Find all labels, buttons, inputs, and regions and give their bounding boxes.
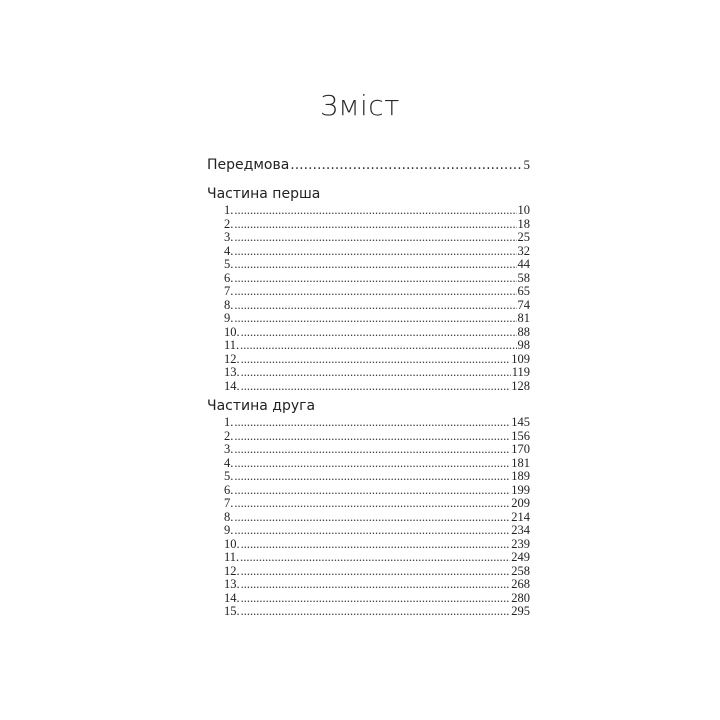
chapter-number: 5. (224, 258, 234, 271)
chapter-number: 2. (224, 217, 234, 231)
dot-leader (234, 484, 510, 498)
toc-chapter-entry[interactable] (207, 484, 530, 498)
toc-page-number: 268 (511, 578, 530, 591)
chapter-number: 12. (224, 564, 240, 578)
toc-chapter-entry[interactable] (207, 204, 530, 218)
dot-leader (234, 430, 510, 444)
toc-chapter-entry[interactable] (207, 416, 530, 430)
table-of-contents (207, 155, 530, 619)
toc-chapter-entry[interactable] (207, 285, 530, 299)
toc-page-number: 58 (517, 271, 530, 285)
toc-page-number: 295 (511, 605, 530, 618)
toc-page-number: 181 (511, 456, 530, 470)
chapter-number: 7. (224, 285, 234, 298)
dot-leader (234, 416, 510, 430)
toc-page-number: 109 (511, 352, 530, 366)
toc-page-number: 10 (517, 204, 530, 217)
chapter-number: 1. (224, 416, 234, 429)
dot-leader (234, 258, 516, 272)
toc-page-number: 170 (511, 443, 530, 456)
toc-page-number: 81 (517, 312, 530, 325)
dot-leader (241, 538, 511, 552)
toc-chapter-entry[interactable] (207, 470, 530, 484)
chapter-number: 6. (224, 483, 234, 497)
chapter-number: 3. (224, 443, 234, 456)
toc-page-number: 249 (511, 551, 530, 564)
toc-chapter-entry[interactable] (207, 511, 530, 525)
toc-page-number: 214 (511, 510, 530, 524)
dot-leader (234, 272, 516, 286)
toc-chapter-entry[interactable] (207, 366, 530, 380)
chapter-number: 4. (224, 244, 234, 258)
chapter-number: 2. (224, 429, 234, 443)
dot-leader (234, 218, 516, 232)
toc-chapter-entry[interactable] (207, 443, 530, 457)
toc-chapter-entry[interactable] (207, 231, 530, 245)
chapter-number: 12. (224, 352, 240, 366)
chapter-number: 9. (224, 524, 234, 537)
toc-chapter-entry[interactable] (207, 299, 530, 313)
chapter-number: 15. (224, 605, 240, 618)
dot-leader (241, 366, 511, 380)
dot-leader (241, 353, 511, 367)
toc-chapter-entry[interactable] (207, 272, 530, 286)
dot-leader (234, 204, 516, 218)
toc-chapter-entry[interactable] (207, 258, 530, 272)
toc-page-number: 98 (517, 339, 530, 352)
chapter-number: 3. (224, 231, 234, 244)
toc-chapter-entry[interactable] (207, 430, 530, 444)
dot-leader (234, 231, 516, 245)
dot-leader (234, 511, 510, 525)
toc-chapter-entry[interactable] (207, 312, 530, 326)
toc-page-number: 156 (511, 429, 530, 443)
toc-chapter-entry[interactable] (207, 245, 530, 259)
dot-leader (234, 299, 516, 313)
chapter-number: 10. (224, 325, 240, 339)
toc-page-number: 234 (511, 524, 530, 537)
toc-page-number: 44 (517, 258, 530, 271)
dot-leader (240, 339, 516, 353)
chapter-number: 13. (224, 366, 240, 379)
dot-leader (241, 592, 511, 606)
page-title: Зміст (320, 89, 400, 122)
toc-page-number: 32 (517, 244, 530, 258)
dot-leader (241, 578, 511, 592)
toc-page-number: 65 (517, 285, 530, 298)
chapter-number: 14. (224, 379, 240, 393)
dot-leader (234, 443, 510, 457)
chapter-number: 8. (224, 298, 234, 312)
dot-leader (290, 155, 522, 175)
toc-page-number: 74 (517, 298, 530, 312)
chapter-number: 9. (224, 312, 234, 325)
toc-page-number: 199 (511, 483, 530, 497)
chapter-number: 10. (224, 537, 240, 551)
toc-page-number: 119 (511, 366, 530, 379)
dot-leader (241, 605, 511, 619)
dot-leader (241, 380, 511, 394)
chapter-number: 14. (224, 591, 240, 605)
toc-page-number: 145 (511, 416, 530, 429)
chapter-number: 5. (224, 470, 234, 483)
toc-entry-preface[interactable] (207, 155, 530, 175)
chapter-number: 11. (224, 339, 240, 352)
toc-chapter-entry[interactable] (207, 538, 530, 552)
dot-leader (241, 326, 517, 340)
chapter-number: 13. (224, 578, 240, 591)
toc-page-number: 209 (511, 497, 530, 510)
toc-page-number: 239 (511, 537, 530, 551)
toc-chapter-entry[interactable] (207, 578, 530, 592)
chapter-number: 11. (224, 551, 240, 564)
toc-page-number: 25 (517, 231, 530, 244)
dot-leader (234, 457, 510, 471)
chapter-number: 1. (224, 204, 234, 217)
dot-leader (234, 497, 510, 511)
toc-chapter-entry[interactable] (207, 380, 530, 394)
toc-chapter-entry[interactable] (207, 339, 530, 353)
toc-page-number: 128 (511, 379, 530, 393)
dot-leader (234, 524, 510, 538)
toc-chapter-entry[interactable] (207, 565, 530, 579)
toc-chapter-entry[interactable] (207, 605, 530, 619)
toc-page-number: 18 (517, 217, 530, 231)
chapter-number: 6. (224, 271, 234, 285)
toc-entry-label: Передмова (207, 157, 290, 173)
dot-leader (241, 565, 511, 579)
dot-leader (240, 551, 510, 565)
toc-page-number: 258 (511, 564, 530, 578)
part-title-2: Частина друга (207, 398, 316, 414)
chapter-list-part-1 (207, 204, 530, 393)
chapter-number: 4. (224, 456, 234, 470)
dot-leader (234, 312, 516, 326)
chapter-number: 8. (224, 510, 234, 524)
dot-leader (234, 470, 510, 484)
toc-chapter-entry[interactable] (207, 497, 530, 511)
toc-page-number: 189 (511, 470, 530, 483)
toc-chapter-entry[interactable] (207, 326, 530, 340)
toc-chapter-entry[interactable] (207, 457, 530, 471)
toc-page-number: 5 (523, 157, 530, 172)
toc-page-number: 88 (517, 325, 530, 339)
chapter-list-part-2 (207, 416, 530, 619)
chapter-number: 7. (224, 497, 234, 510)
toc-chapter-entry[interactable] (207, 524, 530, 538)
dot-leader (234, 285, 516, 299)
toc-chapter-entry[interactable] (207, 218, 530, 232)
toc-chapter-entry[interactable] (207, 353, 530, 367)
toc-chapter-entry[interactable] (207, 551, 530, 565)
toc-page-number: 280 (511, 591, 530, 605)
toc-chapter-entry[interactable] (207, 592, 530, 606)
part-title-1: Частина перша (207, 186, 321, 202)
dot-leader (234, 245, 516, 259)
